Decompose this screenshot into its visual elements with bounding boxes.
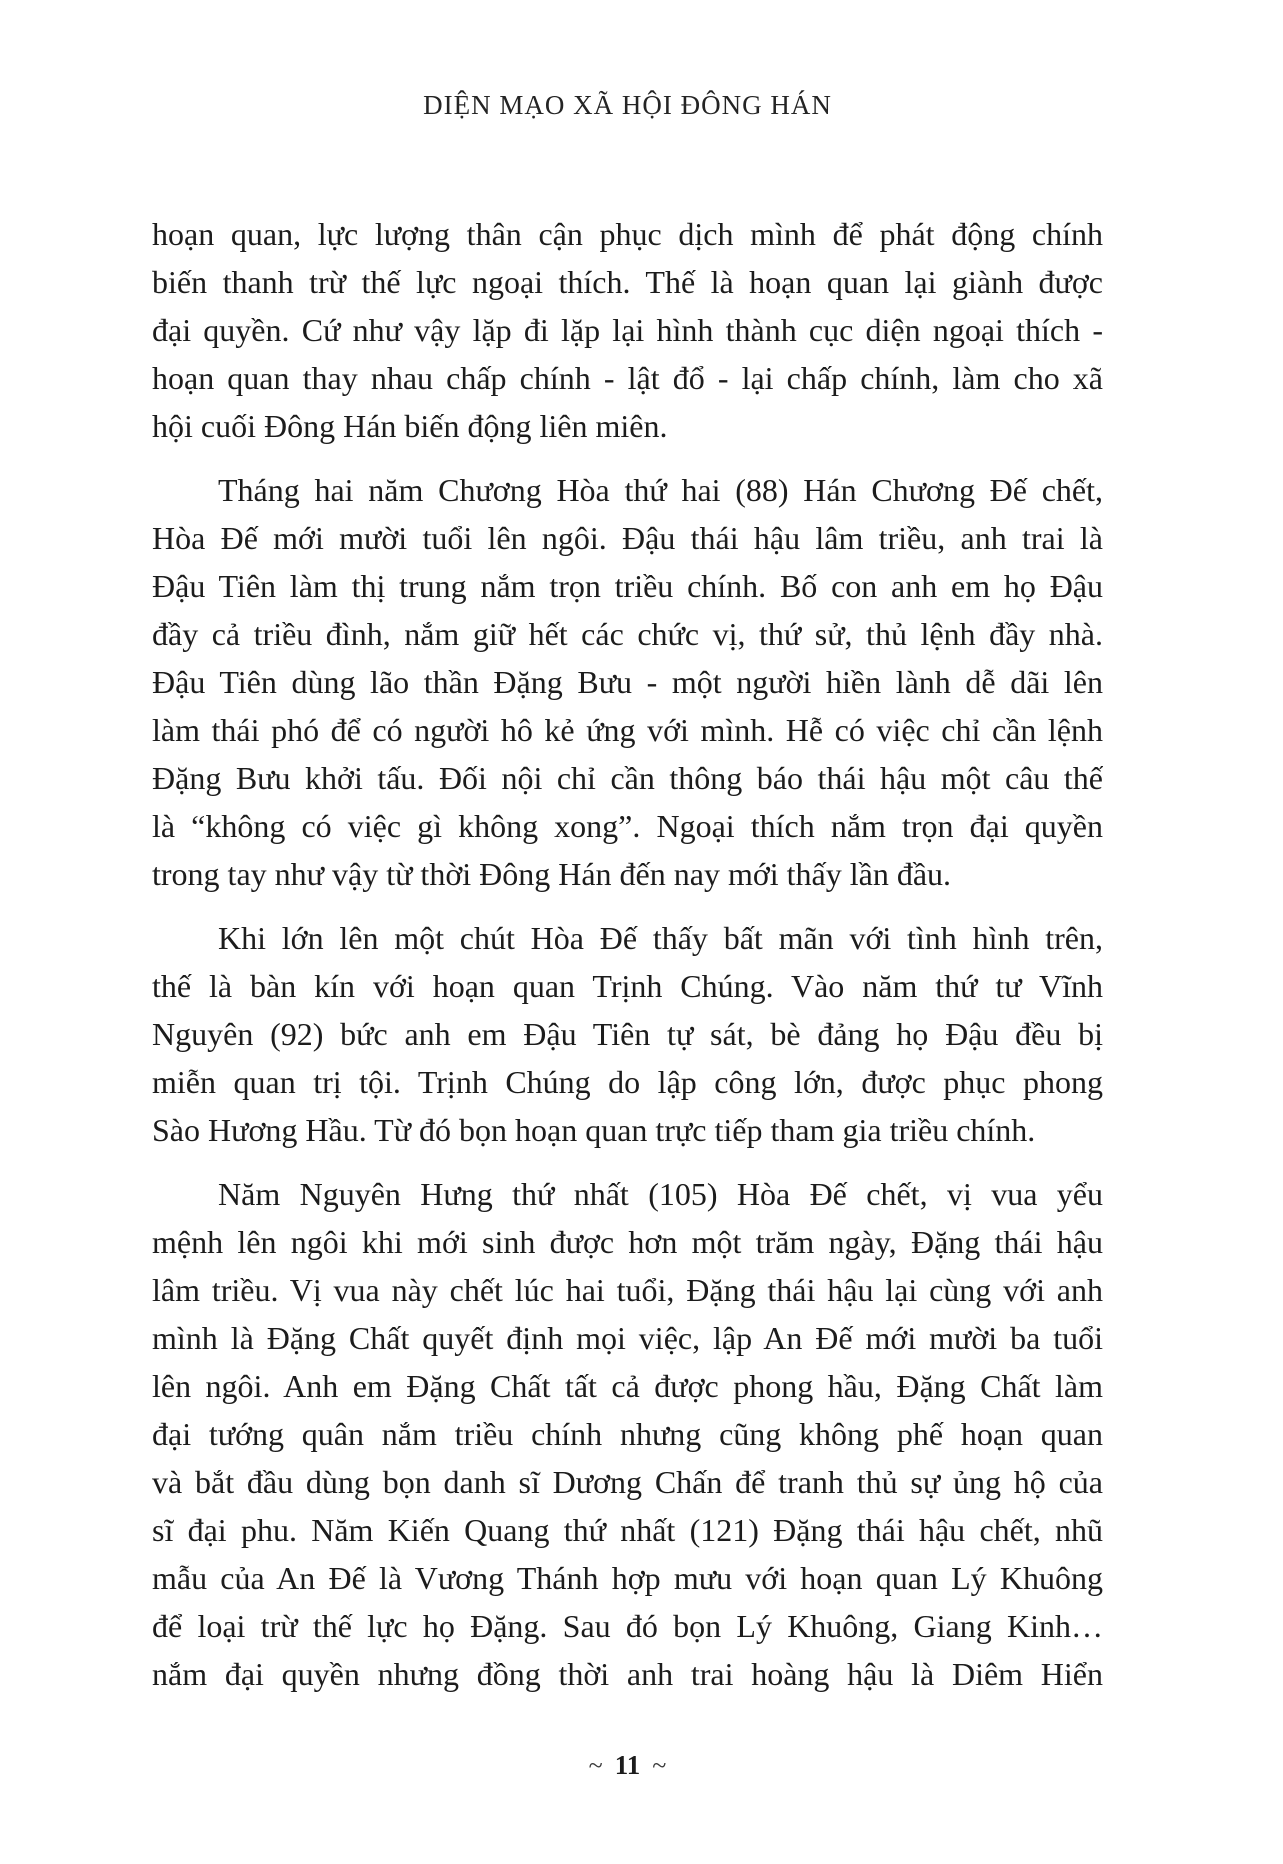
text-line: hội cuối Đông Hán biến động liên miên. [152, 408, 668, 444]
page-footer [152, 1750, 1103, 1781]
text-line: Hòa Đế mới mười tuổi lên ngôi. Đậu thái hậu lâm triều, anh trai là [152, 520, 1103, 556]
text-line: nắm đại quyền nhưng đồng thời anh trai hoàng hậu là Diêm Hiển [152, 1656, 1103, 1692]
text-line: hoạn quan, lực lượng thân cận phục dịch mình để phát động chính [152, 216, 1103, 252]
paragraph [152, 466, 1103, 898]
footer-tilde-right: ~ [652, 1751, 667, 1780]
text-line: làm thái phó để có người hô kẻ ứng với mình. Hễ có việc chỉ cần lệnh [152, 712, 1103, 748]
text-line: trong tay như vậy từ thời Đông Hán đến nay mới thấy lần đầu. [152, 856, 952, 892]
page-number: 11 [614, 1750, 641, 1780]
body-text [152, 210, 1103, 1755]
text-line: đầy cả triều đình, nắm giữ hết các chức vị, thứ sử, thủ lệnh đầy nhà. [152, 616, 1103, 652]
footer-tilde-left: ~ [588, 1751, 603, 1780]
text-line: đại quyền. Cứ như vậy lặp đi lặp lại hình thành cục diện ngoại thích - [152, 312, 1103, 348]
text-line: mẫu của An Đế là Vương Thánh hợp mưu với hoạn quan Lý Khuông [152, 1560, 1103, 1596]
text-line: lâm triều. Vị vua này chết lúc hai tuổi, Đặng thái hậu lại cùng với anh [152, 1272, 1103, 1308]
text-line: Đậu Tiên làm thị trung nắm trọn triều chính. Bố con anh em họ Đậu [152, 568, 1103, 604]
text-line: Tháng hai năm Chương Hòa thứ hai (88) Hán Chương Đế chết, [218, 472, 1103, 508]
text-line: đại tướng quân nắm triều chính nhưng cũng không phế hoạn quan [152, 1416, 1103, 1452]
text-line: để loại trừ thế lực họ Đặng. Sau đó bọn Lý Khuông, Giang Kinh… [152, 1608, 1103, 1644]
text-line: sĩ đại phu. Năm Kiến Quang thứ nhất (121) Đặng thái hậu chết, nhũ [152, 1512, 1103, 1548]
text-line: Khi lớn lên một chút Hòa Đế thấy bất mãn với tình hình trên, [218, 920, 1103, 956]
text-line: miễn quan trị tội. Trịnh Chúng do lập công lớn, được phục phong [152, 1064, 1103, 1100]
text-line: biến thanh trừ thế lực ngoại thích. Thế là hoạn quan lại giành được [152, 264, 1103, 300]
text-line: thế là bàn kín với hoạn quan Trịnh Chúng. Vào năm thứ tư Vĩnh [152, 968, 1103, 1004]
text-line: mệnh lên ngôi khi mới sinh được hơn một trăm ngày, Đặng thái hậu [152, 1224, 1103, 1260]
text-line: Năm Nguyên Hưng thứ nhất (105) Hòa Đế chết, vị vua yểu [218, 1176, 1103, 1212]
text-line: Đặng Bưu khởi tấu. Đối nội chỉ cần thông báo thái hậu một câu thế [152, 760, 1103, 796]
running-header-title: DIỆN MẠO XÃ HỘI ĐÔNG HÁN [423, 90, 832, 120]
text-line: và bắt đầu dùng bọn danh sĩ Dương Chấn để tranh thủ sự ủng hộ của [152, 1464, 1103, 1500]
text-line: hoạn quan thay nhau chấp chính - lật đổ - lại chấp chính, làm cho xã [152, 360, 1103, 396]
text-line: Nguyên (92) bức anh em Đậu Tiên tự sát, bè đảng họ Đậu đều bị [152, 1016, 1103, 1052]
paragraph [152, 210, 1103, 450]
text-line: Sào Hương Hầu. Từ đó bọn hoạn quan trực tiếp tham gia triều chính. [152, 1112, 1036, 1148]
paragraph [152, 1170, 1103, 1698]
text-line: mình là Đặng Chất quyết định mọi việc, lập An Đế mới mười ba tuổi [152, 1320, 1103, 1356]
text-line: Đậu Tiên dùng lão thần Đặng Bưu - một người hiền lành dễ dãi lên [152, 664, 1103, 700]
text-line: là “không có việc gì không xong”. Ngoại thích nắm trọn đại quyền [152, 808, 1103, 844]
text-line: lên ngôi. Anh em Đặng Chất tất cả được phong hầu, Đặng Chất làm [152, 1368, 1103, 1404]
paragraph [152, 914, 1103, 1154]
